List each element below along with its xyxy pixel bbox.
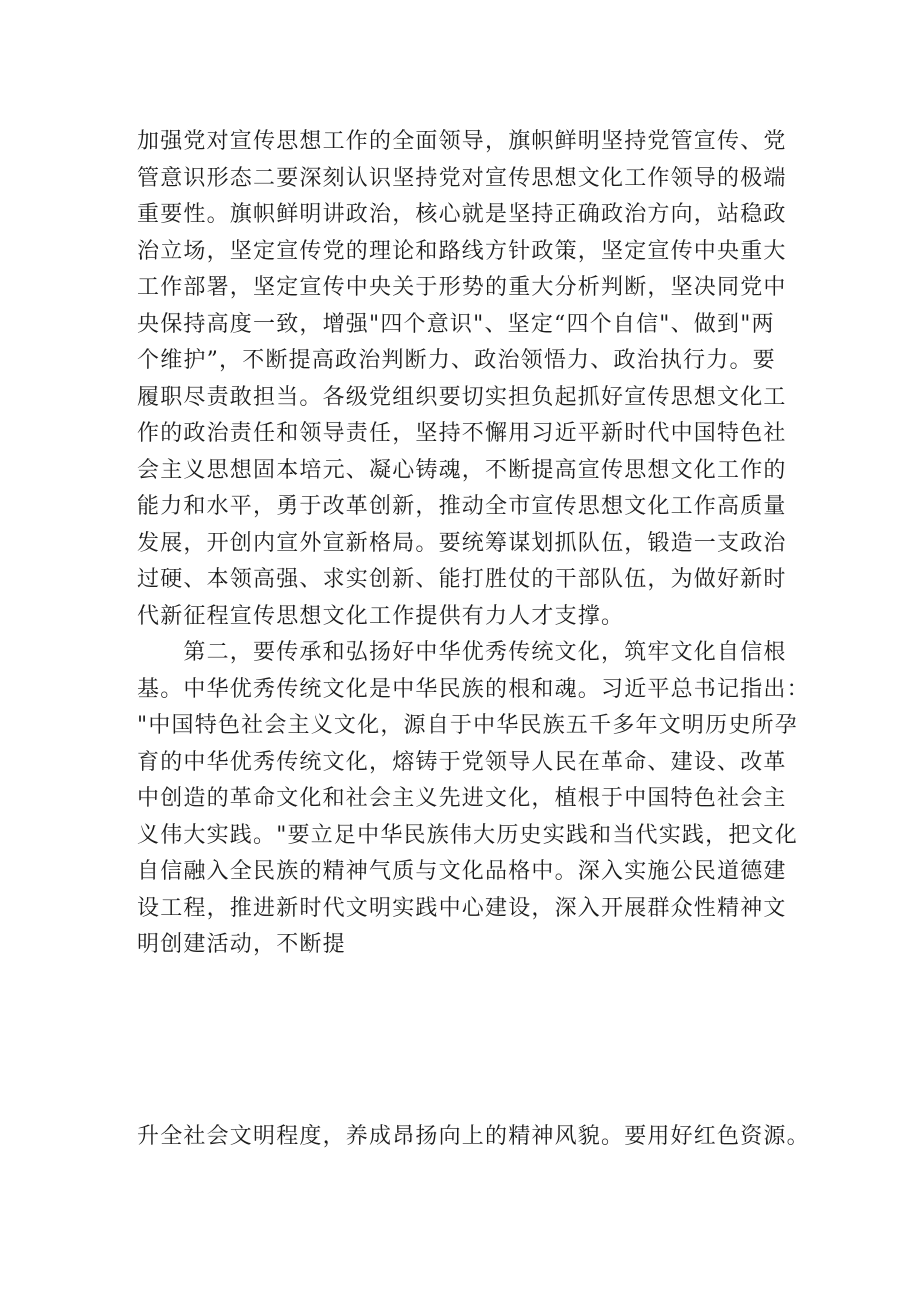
text-line: 央保持高度一致，增强"四个意识"、坚定“四个自信"、做到"两: [137, 311, 775, 337]
text-line: 作的政治责任和领导责任，坚持不懈用习近平新时代中国特色社: [137, 421, 787, 446]
text-line: 个维护”，不断提高政治判断力、政治领悟力、政治执行力。要: [137, 348, 776, 373]
text-line: 管意识形态二要深刻认识坚持党对宣传思想文化工作领导的极端: [137, 165, 787, 191]
text-line: 明创建活动，不断提: [137, 932, 346, 957]
body-text-continuation: [137, 1119, 810, 1156]
text-line: 代新征程宣传思想文化工作提供有力人才支撑。: [137, 603, 625, 629]
text-line: 过硬、本领高强、求实创新、能打胜仗的干部队伍，为做好新时: [137, 567, 787, 592]
text-line: 重要性。旗帜鲜明讲政治，核心就是坚持正确政治方向，站稳政: [137, 202, 787, 227]
text-line: 发展，开创内宣外宣新格局。要统筹谋划抓队伍，锻造一支政治: [137, 530, 787, 556]
text-line: 升全社会文明程度，养成昂扬向上的精神风貌。要用好红色资源。: [137, 1124, 810, 1149]
text-line: 中创造的革命文化和社会主义先进文化，植根于中国特色社会主: [137, 786, 787, 811]
text-line: "中国特色社会主义文化，源自于中华民族五千多年文明历史所孕: [137, 713, 798, 738]
text-line: 加强党对宣传思想工作的全面领导，旗帜鲜明坚持党管宣传、党: [137, 129, 787, 154]
text-line: 会主义思想固本培元、凝心铸魂，不断提高宣传思想文化工作的: [137, 457, 787, 483]
text-line: 自信融入全民族的精神气质与文化品格中。深入实施公民道德建: [137, 859, 787, 884]
text-line: 履职尽责敢担当。各级党组织要切实担负起抓好宣传思想文化工: [137, 384, 787, 410]
text-line: 义伟大实践。"要立足中华民族伟大历史实践和当代实践，把文化: [137, 822, 798, 848]
text-line: 工作部署，坚定宣传中央关于形势的重大分析判断，坚决同党中: [137, 275, 787, 300]
text-line: 设工程，推进新时代文明实践中心建设，深入开展群众性精神文: [137, 895, 787, 921]
text-line: 育的中华优秀传统文化，熔铸于党领导人民在革命、建设、改革: [137, 749, 787, 775]
text-line: 能力和水平，勇于改革创新，推动全市宣传思想文化工作高质量: [137, 494, 787, 519]
text-line: 第二，要传承和弘扬好中华优秀传统文化，筑牢文化自信根: [137, 640, 787, 665]
text-line: 治立场，坚定宣传党的理论和路线方针政策，坚定宣传中央重大: [137, 238, 787, 264]
body-text-main: [137, 124, 810, 964]
text-line: 基。中华优秀传统文化是中华民族的根和魂。习近平总书记指出：: [137, 676, 810, 702]
